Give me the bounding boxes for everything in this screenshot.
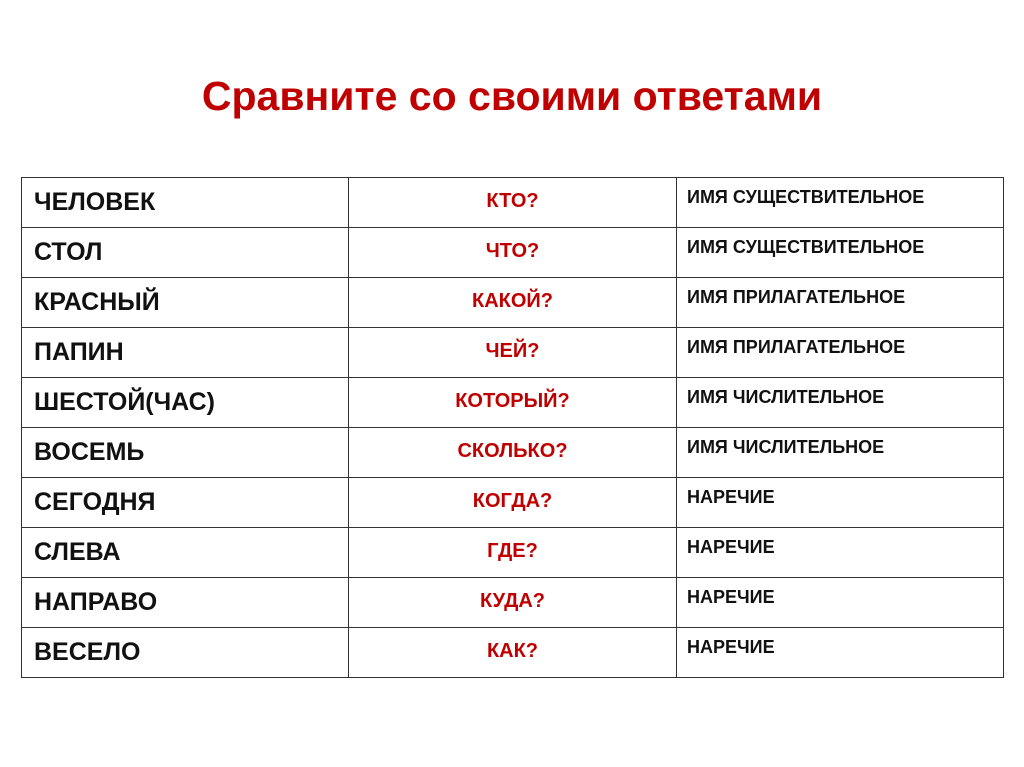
part-of-speech-cell: ИМЯ СУЩЕСТВИТЕЛЬНОЕ <box>677 178 1004 228</box>
question-cell: КОТОРЫЙ? <box>349 378 677 428</box>
question-cell: КАКОЙ? <box>349 278 677 328</box>
slide-title: Сравните со своими ответами <box>201 73 823 119</box>
answers-table <box>21 177 1004 678</box>
part-of-speech-cell: НАРЕЧИЕ <box>677 478 1004 528</box>
question-cell: КОГДА? <box>349 478 677 528</box>
word-cell: ВЕСЕЛО <box>22 628 349 678</box>
question-cell: КАК? <box>349 628 677 678</box>
table-row <box>22 328 1004 378</box>
part-of-speech-cell: ИМЯ ЧИСЛИТЕЛЬНОЕ <box>677 378 1004 428</box>
word-cell: СТОЛ <box>22 228 349 278</box>
word-cell: НАПРАВО <box>22 578 349 628</box>
part-of-speech-cell: НАРЕЧИЕ <box>677 578 1004 628</box>
question-cell: КУДА? <box>349 578 677 628</box>
part-of-speech-cell: ИМЯ СУЩЕСТВИТЕЛЬНОЕ <box>677 228 1004 278</box>
question-cell: ЧЕЙ? <box>349 328 677 378</box>
part-of-speech-cell: ИМЯ ПРИЛАГАТЕЛЬНОЕ <box>677 328 1004 378</box>
word-cell: ВОСЕМЬ <box>22 428 349 478</box>
table-row <box>22 628 1004 678</box>
word-cell: ЧЕЛОВЕК <box>22 178 349 228</box>
table-row <box>22 428 1004 478</box>
part-of-speech-cell: НАРЕЧИЕ <box>677 628 1004 678</box>
question-cell: ГДЕ? <box>349 528 677 578</box>
table-row <box>22 528 1004 578</box>
word-cell: СЛЕВА <box>22 528 349 578</box>
table-row <box>22 578 1004 628</box>
part-of-speech-cell: ИМЯ ЧИСЛИТЕЛЬНОЕ <box>677 428 1004 478</box>
part-of-speech-cell: ИМЯ ПРИЛАГАТЕЛЬНОЕ <box>677 278 1004 328</box>
question-cell: КТО? <box>349 178 677 228</box>
table-row <box>22 478 1004 528</box>
word-cell: СЕГОДНЯ <box>22 478 349 528</box>
table-row <box>22 228 1004 278</box>
word-cell: ПАПИН <box>22 328 349 378</box>
question-cell: СКОЛЬКО? <box>349 428 677 478</box>
table-row <box>22 378 1004 428</box>
table-row <box>22 178 1004 228</box>
table-row <box>22 278 1004 328</box>
part-of-speech-cell: НАРЕЧИЕ <box>677 528 1004 578</box>
word-cell: ШЕСТОЙ(ЧАС) <box>22 378 349 428</box>
word-cell: КРАСНЫЙ <box>22 278 349 328</box>
question-cell: ЧТО? <box>349 228 677 278</box>
